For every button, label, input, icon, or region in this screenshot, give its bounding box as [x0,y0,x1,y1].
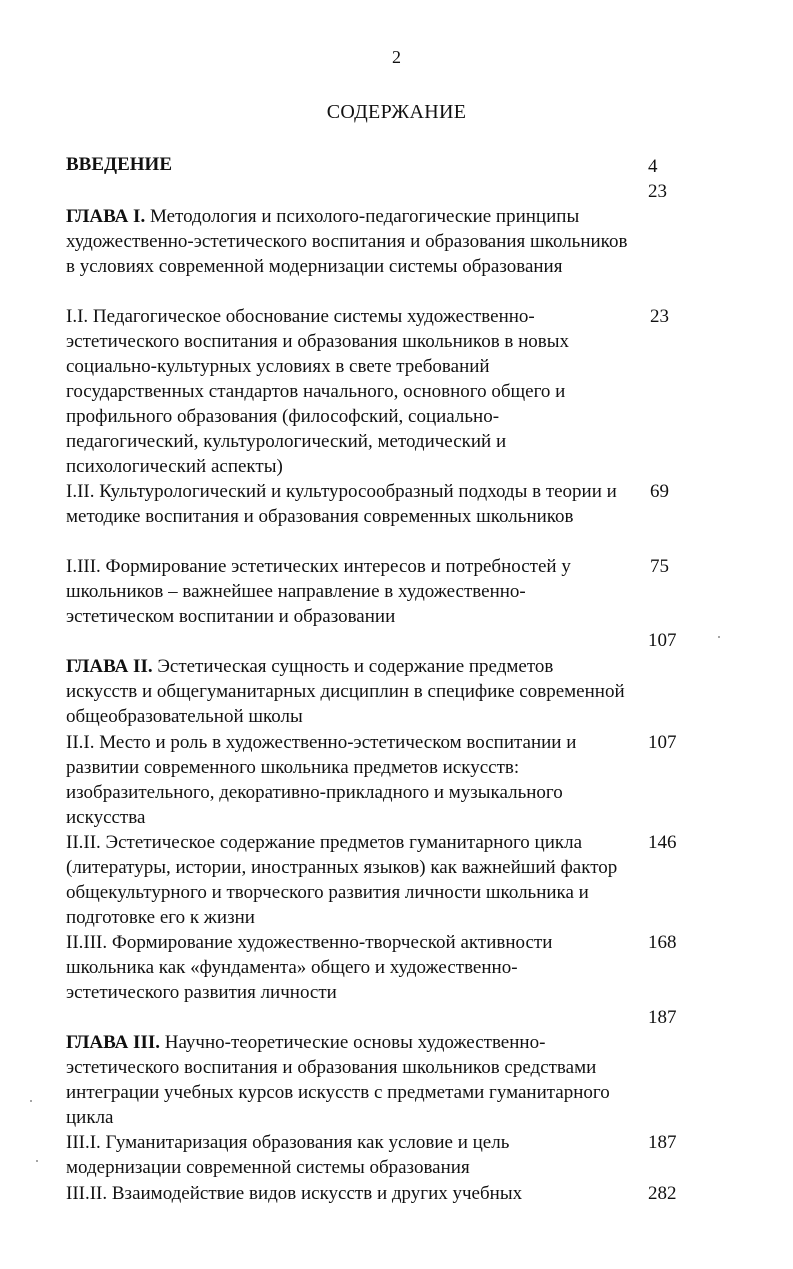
section-3-1-page: 187 [648,1132,677,1153]
section-1-2-title: I.II. Культурологический и культуросообразный подходы в теории и методике воспитания и образования современных школьников [66,481,617,527]
chapter-1-title: Методология и психолого-педагогические принципы художественно-эстетического воспитания и образования школьников в условиях современной модернизации системы образования [66,206,628,277]
chapter-1-page: 23 [648,181,667,202]
section-2-3-title: II.III. Формирование художественно-творческой активности школьника как «фундамента» общего и художественно-эстетического развития личности [66,932,553,1003]
introduction-page: 4 [648,156,658,177]
scan-speck [30,1100,32,1102]
toc-entry-section-1-1 [66,304,628,479]
section-1-1-page: 23 [650,306,669,327]
section-2-2-title: II.II. Эстетическое содержание предметов гуманитарного цикла (литературы, истории, иностранных языков) как важнейший фактор общекультурного и творческого развития личности школьника и подготовке его к жизни [66,832,618,928]
section-1-1-title: I.I. Педагогическое обоснование системы художественно-эстетического воспитания и образования школьников в новых социально-культурных условиях в свете требований государственных стандартов начального, основного общего и профильного образования (философский, социально-педагогический, культурологический, методический и психологический аспекты) [66,306,570,477]
section-3-2-page: 282 [648,1183,677,1204]
section-2-1-title: II.I. Место и роль в художественно-эстетическом воспитании и развитии современного школьника предметов искусств: изобразительного, декоративно-прикладного и музыкального искусства [66,732,577,828]
toc-entry-section-1-2 [66,479,628,529]
section-1-3-page: 75 [650,556,669,577]
toc-entry-section-1-3 [66,554,628,629]
section-3-2-title: III.II. Взаимодействие видов искусств и других учебных [66,1183,523,1204]
introduction-label: ВВЕДЕНИЕ [66,154,172,175]
scan-speck [36,1160,38,1162]
scan-speck [718,636,720,638]
toc-entry-chapter-3 [66,1030,628,1130]
chapter-2-page: 107 [648,630,677,651]
section-3-1-title: III.I. Гуманитаризация образования как условие и цель модернизации современной системы образования [66,1132,510,1178]
toc-entry-section-3-2 [66,1181,628,1206]
toc-entry-section-2-1 [66,730,628,830]
section-1-2-page: 69 [650,481,669,502]
section-2-2-page: 146 [648,832,677,853]
toc-entry-introduction [66,152,628,177]
toc-entry-chapter-2 [66,654,628,729]
toc-entry-chapter-1 [66,204,628,279]
chapter-3-title: Научно-теоретические основы художественно-эстетического воспитания и образования школьников средствами интеграции учебных курсов искусств с предметами гуманитарного цикла [66,1032,610,1128]
toc-entry-section-2-3 [66,930,628,1005]
toc-title: СОДЕРЖАНИЕ [326,101,467,123]
chapter-2-heading: ГЛАВА II. [66,656,153,677]
section-2-3-page: 168 [648,932,677,953]
chapter-1-heading: ГЛАВА I. [66,206,146,227]
page-number: 2 [392,47,401,67]
chapter-2-title: Эстетическая сущность и содержание предметов искусств и общегуманитарных дисциплин в специфике современной общеобразовательной школы [66,656,625,727]
toc-entry-section-3-1 [66,1130,628,1180]
section-1-3-title: I.III. Формирование эстетических интересов и потребностей у школьников – важнейшее направление в художественно-эстетическом воспитании и образовании [66,556,571,627]
chapter-3-page: 187 [648,1007,677,1028]
toc-entry-section-2-2 [66,830,628,930]
section-2-1-page: 107 [648,732,677,753]
chapter-3-heading: ГЛАВА III. [66,1032,160,1053]
